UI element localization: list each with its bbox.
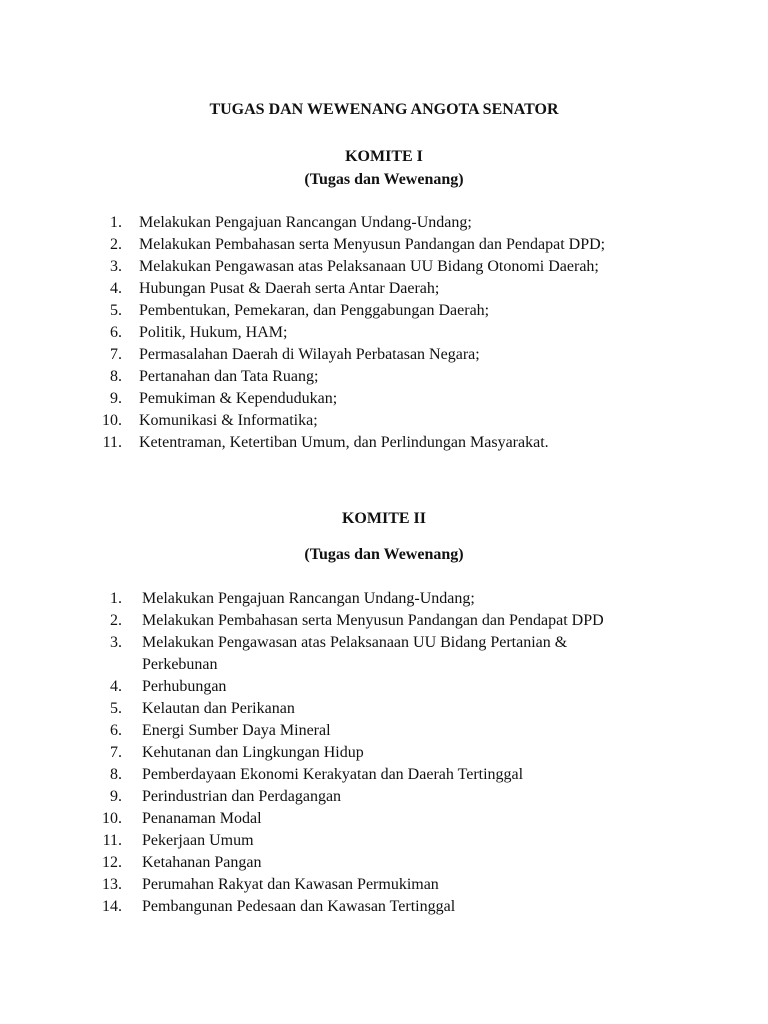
list-item-number: 3.: [110, 258, 122, 275]
section-1-heading: KOMITE I: [345, 148, 423, 165]
list-item: [0, 322, 768, 344]
section-1-list: [0, 212, 768, 454]
list-item: [0, 742, 768, 764]
list-item-number: 3.: [110, 634, 122, 651]
list-item: [0, 786, 768, 808]
list-item-text: Ketentraman, Ketertiban Umum, dan Perlindungan Masyarakat.: [139, 434, 549, 451]
list-item-text: Kelautan dan Perikanan: [142, 700, 295, 717]
document-title: TUGAS DAN WEWENANG ANGOTA SENATOR: [209, 101, 559, 118]
section-1-subheading: (Tugas dan Wewenang): [304, 171, 464, 188]
list-item-text: Pemukiman & Kependudukan;: [139, 390, 338, 407]
list-item: [0, 808, 768, 830]
list-item-text: Pertanahan dan Tata Ruang;: [139, 368, 319, 385]
list-item: [0, 720, 768, 742]
list-item: [0, 874, 768, 896]
list-item: [0, 432, 768, 454]
list-item-text: Komunikasi & Informatika;: [139, 412, 318, 429]
list-item-number: 8.: [110, 368, 122, 385]
list-item-number: 7.: [110, 744, 122, 761]
list-item-number: 5.: [110, 700, 122, 717]
list-item-number: 1.: [110, 590, 122, 607]
list-item-number: 14.: [102, 898, 122, 915]
list-item-text: Permasalahan Daerah di Wilayah Perbatasan Negara;: [139, 346, 480, 363]
list-item: [0, 896, 768, 918]
list-item-number: 8.: [110, 766, 122, 783]
list-item-number: 1.: [110, 214, 122, 231]
list-item-number: 7.: [110, 346, 122, 363]
list-item-text: Hubungan Pusat & Daerah serta Antar Daerah;: [139, 280, 440, 297]
list-item: [0, 764, 768, 786]
list-item: [0, 852, 768, 874]
list-item-text: Ketahanan Pangan: [142, 854, 262, 871]
list-item-text: Melakukan Pembahasan serta Menyusun Pandangan dan Pendapat DPD;: [139, 236, 606, 253]
list-item: [0, 344, 768, 366]
list-item-number: 9.: [110, 788, 122, 805]
list-item-number: 6.: [110, 324, 122, 341]
list-item-text: Pekerjaan Umum: [142, 832, 254, 849]
list-item-number: 2.: [110, 612, 122, 629]
list-item: [0, 366, 768, 388]
list-item-text: Politik, Hukum, HAM;: [139, 324, 288, 341]
list-item-text: Pembangunan Pedesaan dan Kawasan Tertinggal: [142, 898, 456, 915]
list-item: [0, 610, 768, 632]
list-item-number: 2.: [110, 236, 122, 253]
list-item-number: 4.: [110, 280, 122, 297]
list-item-number: 4.: [110, 678, 122, 695]
list-item-text: Perindustrian dan Perdagangan: [142, 788, 342, 805]
list-item-number: 11.: [102, 434, 122, 451]
list-item: [0, 698, 768, 720]
list-item-text: Pemberdayaan Ekonomi Kerakyatan dan Daerah Tertinggal: [142, 766, 524, 783]
list-item-text: Kehutanan dan Lingkungan Hidup: [142, 744, 364, 761]
list-item-text: Melakukan Pengawasan atas Pelaksanaan UU Bidang Otonomi Daerah;: [139, 258, 599, 275]
list-item-text: Melakukan Pembahasan serta Menyusun Pandangan dan Pendapat DPD: [142, 612, 604, 629]
list-item-number: 11.: [102, 832, 122, 849]
list-item-number: 10.: [102, 810, 122, 827]
list-item: [0, 388, 768, 410]
list-item-text: Penanaman Modal: [142, 810, 262, 827]
list-item-text: Melakukan Pengawasan atas Pelaksanaan UU Bidang Pertanian & Perkebunan: [142, 634, 568, 673]
list-item-text: Energi Sumber Daya Mineral: [142, 722, 331, 739]
list-item-number: 6.: [110, 722, 122, 739]
list-item-text: Melakukan Pengajuan Rancangan Undang-Undang;: [142, 590, 475, 607]
section-2-list: [0, 588, 768, 918]
list-item: [0, 256, 768, 278]
list-item-number: 9.: [110, 390, 122, 407]
list-item: [0, 278, 768, 300]
list-item: [0, 234, 768, 256]
list-item-text: Pembentukan, Pemekaran, dan Penggabungan Daerah;: [139, 302, 490, 319]
list-item: [0, 632, 768, 676]
list-item-number: 10.: [102, 412, 122, 429]
list-item-text: Perhubungan: [142, 678, 227, 695]
list-item-number: 12.: [102, 854, 122, 871]
list-item-number: 5.: [110, 302, 122, 319]
list-item-text: Perumahan Rakyat dan Kawasan Permukiman: [142, 876, 439, 893]
section-2-subheading: (Tugas dan Wewenang): [304, 546, 464, 563]
list-item-number: 13.: [102, 876, 122, 893]
list-item: [0, 300, 768, 322]
list-item: [0, 212, 768, 234]
section-2-heading: KOMITE II: [341, 510, 426, 527]
list-item: [0, 830, 768, 852]
list-item: [0, 676, 768, 698]
list-item: [0, 410, 768, 432]
list-item: [0, 588, 768, 610]
list-item-text: Melakukan Pengajuan Rancangan Undang-Undang;: [139, 214, 472, 231]
